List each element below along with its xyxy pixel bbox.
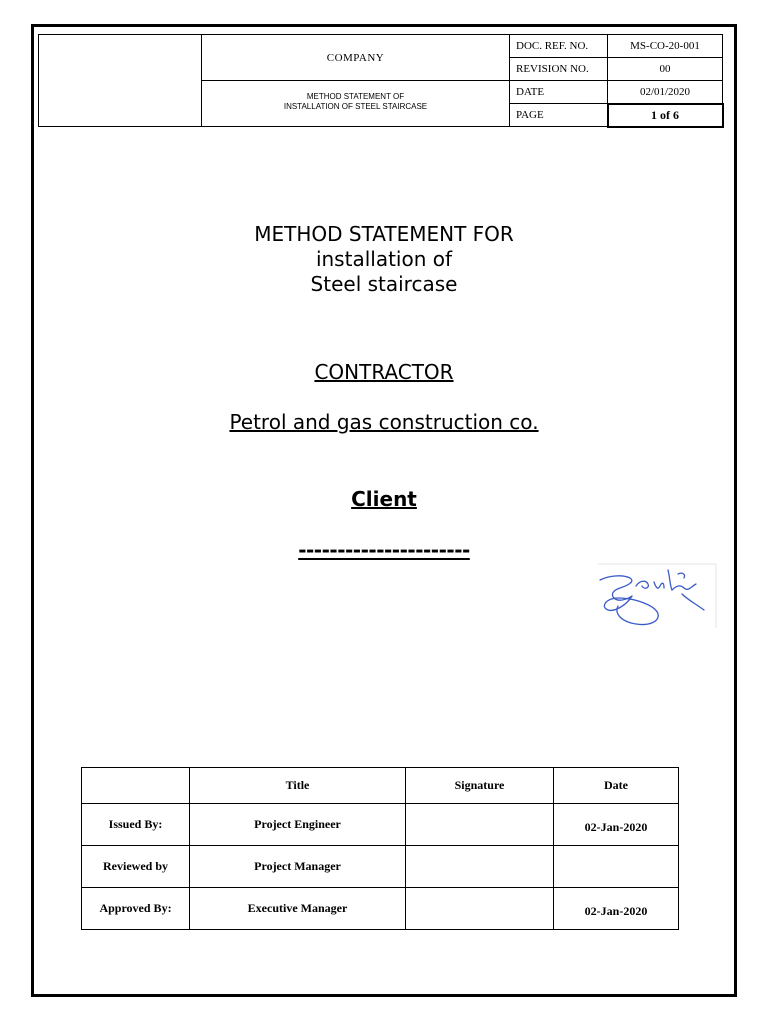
approval-date: 02-Jan-2020 xyxy=(554,888,679,930)
approval-title: Project Engineer xyxy=(190,804,406,846)
approval-date xyxy=(554,846,679,888)
doc-title-line2: INSTALLATION OF STEEL STAIRCASE xyxy=(283,101,428,111)
table-row xyxy=(82,846,679,888)
approval-role: Issued By: xyxy=(82,804,190,846)
approval-date: 02-Jan-2020 xyxy=(554,804,679,846)
document-header-table xyxy=(38,34,724,128)
approval-header-blank xyxy=(82,768,190,804)
table-row xyxy=(82,888,679,930)
approval-signature xyxy=(406,846,554,888)
approval-header-title: Title xyxy=(190,768,406,804)
contractor-name: Petrol and gas construction co. xyxy=(229,410,539,434)
approval-table xyxy=(81,767,679,930)
main-title-line2: installation of xyxy=(315,247,453,271)
approval-header-date: Date xyxy=(554,768,679,804)
handwritten-signature xyxy=(596,562,718,630)
main-title-line1: METHOD STATEMENT FOR xyxy=(254,222,514,246)
approval-header-signature: Signature xyxy=(406,768,554,804)
main-title xyxy=(0,222,768,297)
approval-title: Project Manager xyxy=(190,846,406,888)
date-value: 02/01/2020 xyxy=(608,81,723,104)
doc-ref-value: MS-CO-20-001 xyxy=(608,35,723,58)
main-title-line3: Steel staircase xyxy=(310,272,458,296)
client-label: Client xyxy=(351,487,417,511)
company-name: COMPANY xyxy=(202,35,510,81)
document-subject xyxy=(202,81,510,127)
approval-role: Approved By: xyxy=(82,888,190,930)
date-label: DATE xyxy=(510,81,608,104)
revision-label: REVISION NO. xyxy=(510,58,608,81)
contractor-label: CONTRACTOR xyxy=(314,360,454,384)
approval-signature xyxy=(406,804,554,846)
approval-signature xyxy=(406,888,554,930)
doc-ref-label: DOC. REF. NO. xyxy=(510,35,608,58)
page-label: PAGE xyxy=(510,104,608,127)
approval-title: Executive Manager xyxy=(190,888,406,930)
table-row xyxy=(82,804,679,846)
approval-role: Reviewed by xyxy=(82,846,190,888)
approval-header-row xyxy=(82,768,679,804)
page-number: 1 of 6 xyxy=(608,104,723,127)
revision-value: 00 xyxy=(608,58,723,81)
doc-title-line1: METHOD STATEMENT OF xyxy=(306,91,405,101)
client-value: ---------------------- xyxy=(298,538,470,562)
logo-cell xyxy=(39,35,202,127)
